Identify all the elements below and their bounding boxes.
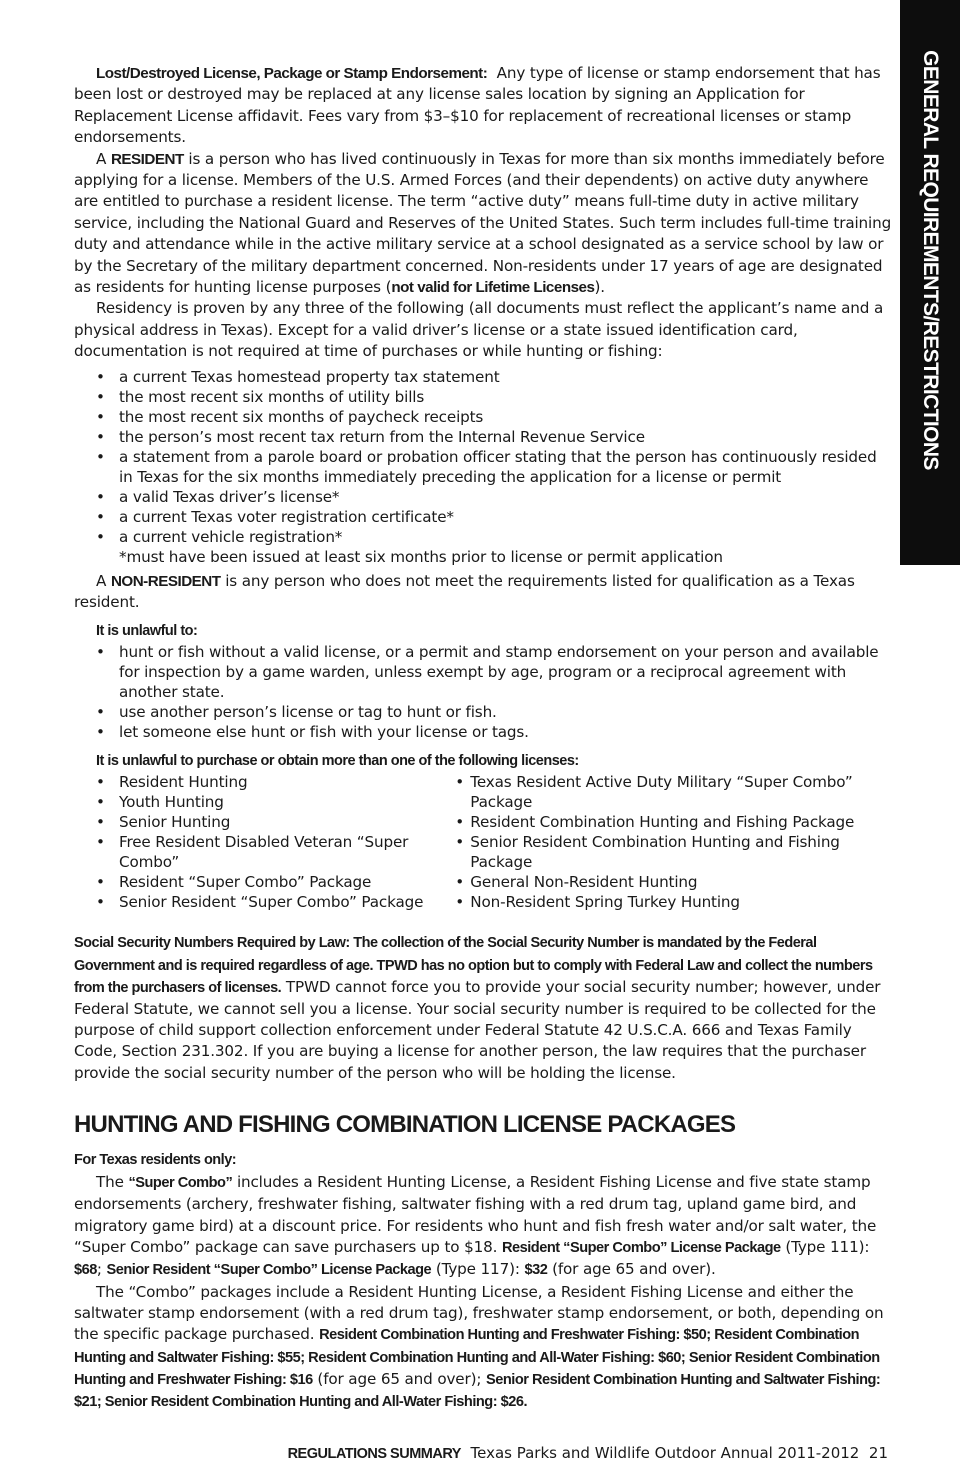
combo-p2-a: The “Combo” packages include a Resident Hunting License, a Resident Fishing License and either the saltwater stamp endorsement (with a red drum tag), freshwater stamp endorsement, or both, depending on the specific package purchased.: [74, 1282, 884, 1344]
residency-docs-list: [96, 367, 892, 547]
list-item: • a statement from a parole board or probation officer stating that the person has continuously resided in Texas for the six months immediately preceding the application for a license or permit: [96, 447, 892, 487]
ssn-bold: Social Security Numbers Required by Law: The collection of the Social Security Number is mandated by the Federal Government and is required regardless of age. TPWD has no option but to comply with Federal Law and collect the numbers from the purchasers of licenses.: [74, 935, 873, 996]
combo-p1-type2: (Type 117):: [435, 1260, 520, 1279]
page-content: [74, 63, 892, 1413]
list-item: • Free Resident Disabled Veteran “Super Combo”: [96, 832, 455, 872]
list-item: • Senior Resident Combination Hunting and Fishing Package: [455, 832, 892, 872]
unlawful-heading: It is unlawful to:: [96, 622, 198, 639]
section-side-tab: [900, 0, 960, 565]
combo-section-title: HUNTING AND FISHING COMBINATION LICENSE PACKAGES: [74, 1110, 736, 1138]
resident-term: RESIDENT: [110, 150, 184, 168]
footer-publication: Texas Parks and Wildlife Outdoor Annual 2011-2012: [470, 1444, 860, 1462]
page-footer: [288, 1444, 888, 1462]
combo-p1-a: The: [96, 1173, 124, 1192]
unlawful-list: [96, 642, 892, 742]
nonresident-paragraph: [74, 571, 892, 614]
list-item: • a current vehicle registration*: [96, 527, 892, 547]
list-item: • the most recent six months of paycheck receipts: [96, 407, 892, 427]
lost-license-heading: Lost/Destroyed License, Package or Stamp Endorsement:: [96, 65, 488, 82]
combo-p1-pkg2: Senior Resident “Super Combo” License Package: [106, 1262, 432, 1279]
list-item: • a valid Texas driver’s license*: [96, 487, 892, 507]
resident-text: is a person who has lived continuously in Texas for more than six months immediately before applying for a license. Members of the U.S. Armed Forces (and their dependents) on active duty anywhere are entitled to purchase a resident license. The term “active duty” means full-time duty in active military service, including the National Guard and Reserves of the United States. Such term includes full-time training duty and attendance while in the active military service at a school designated as a service school by law or by the Secretary of the military department concerned. Non-residents under 17 years of age are designated as residents for hunting license purposes (: [74, 149, 892, 297]
lost-license-paragraph: [74, 63, 892, 149]
list-item: • let someone else hunt or fish with your license or tags.: [96, 722, 892, 742]
nonresident-text: is any person who does not meet the requirements listed for qualification as a Texas resident.: [74, 571, 855, 612]
list-item: • Youth Hunting: [96, 792, 455, 812]
list-item: • the person’s most recent tax return from the Internal Revenue Service: [96, 427, 892, 447]
list-item: • Resident Hunting: [96, 772, 455, 792]
multiple-licenses-heading: It is unlawful to purchase or obtain more than one of the following licenses:: [96, 752, 579, 769]
list-item: • General Non-Resident Hunting: [455, 872, 892, 892]
combo-p1-price1: $68: [74, 1262, 97, 1279]
combo-p2-mid: (for age 65 and over);: [317, 1369, 482, 1388]
list-item: • use another person’s license or tag to hunt or fish.: [96, 702, 892, 722]
list-item: • hunt or fish without a valid license, or a permit and stamp endorsement on your person and available for inspection by a game warden, unless exempt by age, program or a reciprocal agreement with another state.: [96, 642, 892, 702]
combo-p2-bold1: Resident Combination Hunting and Freshwater Fishing: $50; Resident Combination Hunting and Saltwater Fishing: $55; Resident Combination Hunting and All-Water Fishing: $60; Senior Resident Combination Hunting and Freshwater Fishing: $16: [74, 1327, 880, 1388]
resident-end: ).: [594, 278, 605, 297]
footer-label: REGULATIONS SUMMARY: [287, 1446, 461, 1462]
ssn-paragraph: [74, 932, 892, 1083]
residency-intro: Residency is proven by any three of the following (all documents must reflect the applicant’s name and a physical address in Texas). Except for a valid driver’s license or a state issued identification card, documentation is not required at time of purchases or while hunting or fishing:: [74, 299, 884, 361]
resident-paragraph: [74, 149, 892, 299]
list-item: • Non-Resident Spring Turkey Hunting: [455, 892, 892, 912]
combo-p1-type1: (Type 111):: [785, 1238, 870, 1257]
list-item: • Texas Resident Active Duty Military “Super Combo” Package: [455, 772, 892, 812]
multiple-licenses-col2: [455, 772, 892, 912]
combo-subhead: For Texas residents only:: [74, 1151, 237, 1168]
combo-p1-sep: ;: [96, 1260, 102, 1279]
list-item: • Resident “Super Combo” Package: [96, 872, 455, 892]
page-number: 21: [868, 1444, 888, 1462]
list-item: • Resident Combination Hunting and Fishing Package: [455, 812, 892, 832]
ssn-text: TPWD cannot force you to provide your social security number; however, under Federal Statute, we cannot sell you a license. Your social security number is required to be collected for the purpose of child support collection enforcement under Federal Statute 42 U.S.C.A. 666 and Texas Family Code, Section 231.302. If you are buying a license for another person, the law requires that the purchaser provide the social security number of the person who will be holding the license.: [74, 977, 881, 1082]
multiple-licenses-col1: [96, 772, 455, 912]
list-item: • a current Texas homestead property tax statement: [96, 367, 892, 387]
combo-p1-term: “Super Combo”: [128, 1175, 233, 1192]
lost-license-text: Any type of license or stamp endorsement that has been lost or destroyed may be replaced at any license sales location by signing an Application for Replacement License affidavit. Fees vary from $3–$10 for replacement of recreational licenses or stamp endorsements.: [74, 64, 881, 147]
combo-p2-bold2: Senior Resident Combination Hunting and Saltwater Fishing: $21; Senior Resident Combination Hunting and All-Water Fishing: $26.: [74, 1371, 881, 1411]
side-tab-label: GENERAL REQUIREMENTS/RESTRICTIONS: [919, 50, 942, 470]
combo-p1-b: includes a Resident Hunting License, a Resident Fishing License and five state stamp endorsements (archery, freshwater fishing, saltwater fishing with a red drum tag, upland game bird, and migratory game bird) at a discount price. For residents who hunt and fish fresh water and/or salt water, the “Super Combo” package can save purchasers up to $18.: [74, 1173, 877, 1257]
multiple-licenses-columns: [96, 772, 892, 912]
list-item: • Senior Resident “Super Combo” Package: [96, 892, 455, 912]
list-item: • the most recent six months of utility bills: [96, 387, 892, 407]
list-item: • a current Texas voter registration certificate*: [96, 507, 892, 527]
combo-p1-price2: $32: [524, 1262, 548, 1279]
list-item: • Senior Hunting: [96, 812, 455, 832]
combo-paragraph: [74, 1282, 892, 1414]
residency-footnote: *must have been issued at least six months prior to license or permit application: [119, 547, 723, 566]
resident-prefix: A: [96, 149, 107, 168]
combo-p1-pkg1: Resident “Super Combo” License Package: [501, 1240, 781, 1257]
combo-p1-end: (for age 65 and over).: [552, 1260, 716, 1279]
resident-note: not valid for Lifetime Licenses: [391, 279, 595, 297]
super-combo-paragraph: [74, 1172, 892, 1281]
nonresident-term: NON-RESIDENT: [110, 572, 221, 590]
nonresident-prefix: A: [96, 571, 107, 590]
